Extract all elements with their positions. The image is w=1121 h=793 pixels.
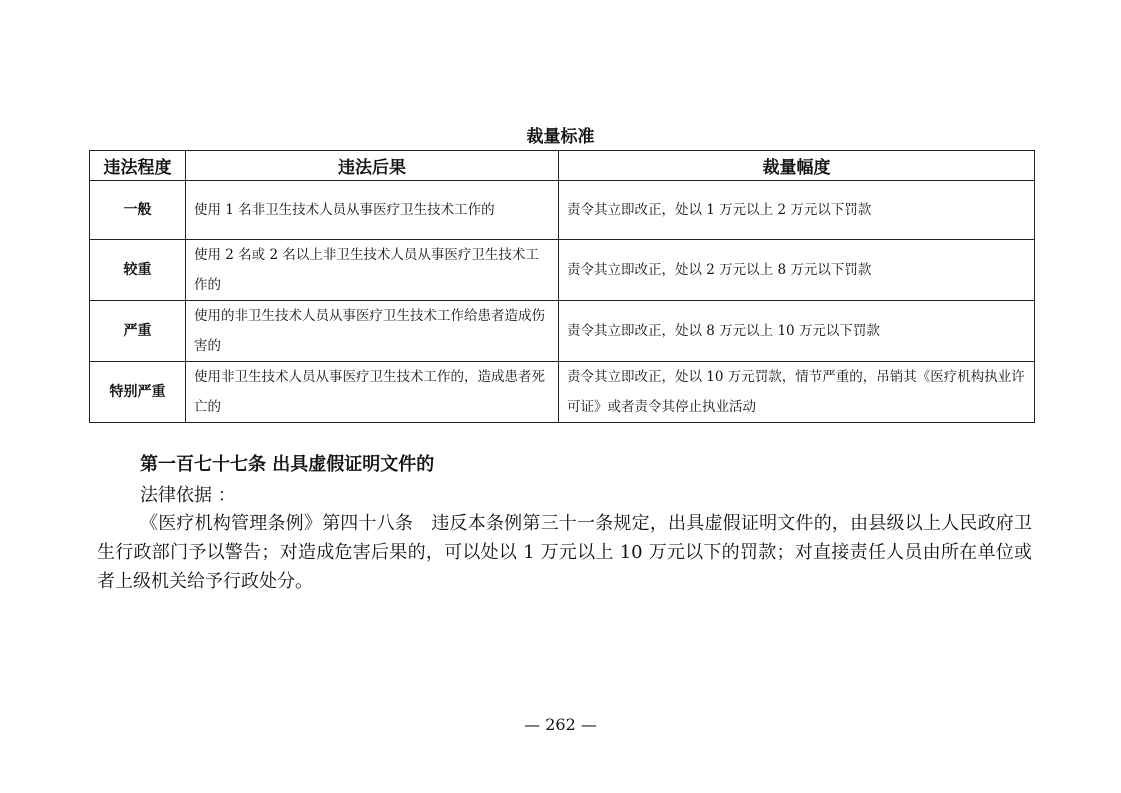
violation-consequence-cell: 使用非卫生技术人员从事医疗卫生技术工作的，造成患者死亡的 (186, 362, 559, 423)
header-discretion-range: 裁量幅度 (559, 151, 1035, 181)
table-row (90, 301, 1035, 362)
page-number: — 262 — (524, 715, 597, 734)
table-header-row (90, 151, 1035, 181)
violation-level-cell: 严重 (90, 301, 186, 362)
table-row (90, 240, 1035, 301)
discretion-range-cell: 责令其立即改正，处以 2 万元以上 8 万元以下罚款 (559, 240, 1035, 301)
violation-level-cell: 一般 (90, 181, 186, 240)
article-body-paragraph: 《医疗机构管理条例》第四十八条 违反本条例第三十一条规定，出具虚假证明文件的，由县级以上人民政府卫生行政部门予以警告；对造成危害后果的，可以处以 1 万元以上 10 万元以下的罚款；对直接责任人员由所在单位或者上级机关给予行政处分。 (97, 513, 1032, 592)
table-title: 裁量标准 (526, 127, 595, 147)
table-row (90, 181, 1035, 240)
discretion-range-cell: 责令其立即改正，处以 10 万元罚款，情节严重的，吊销其《医疗机构执业许可证》或者责令其停止执业活动 (559, 362, 1035, 423)
legal-basis-label: 法律依据 ： (140, 485, 236, 506)
discretion-range-cell: 责令其立即改正，处以 1 万元以上 2 万元以下罚款 (559, 181, 1035, 240)
violation-level-cell: 特别严重 (90, 362, 186, 423)
header-violation-level: 违法程度 (90, 151, 186, 181)
violation-consequence-cell: 使用的非卫生技术人员从事医疗卫生技术工作给患者造成伤害的 (186, 301, 559, 362)
violation-consequence-cell: 使用 1 名非卫生技术人员从事医疗卫生技术工作的 (186, 181, 559, 240)
discretion-range-cell: 责令其立即改正，处以 8 万元以上 10 万元以下罚款 (559, 301, 1035, 362)
violation-level-cell: 较重 (90, 240, 186, 301)
header-violation-consequence: 违法后果 (186, 151, 559, 181)
table-row (90, 362, 1035, 423)
violation-consequence-cell: 使用 2 名或 2 名以上非卫生技术人员从事医疗卫生技术工作的 (186, 240, 559, 301)
discretion-standard-table (89, 150, 1035, 423)
article-title: 第一百七十七条 出具虚假证明文件的 (140, 454, 435, 475)
